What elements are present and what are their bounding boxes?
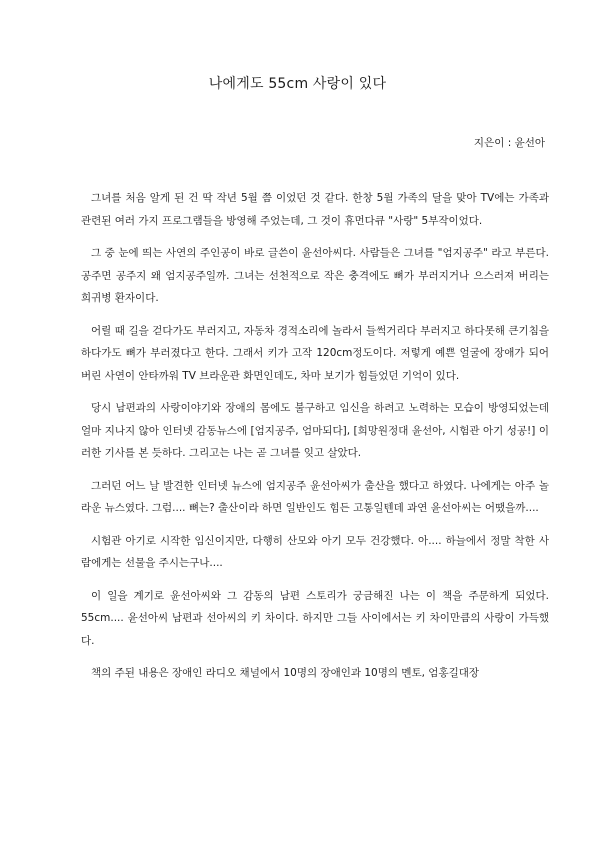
paragraph: 이 일을 계기로 윤선아씨와 그 감동의 남편 스토리가 궁금해진 나는 이 책을 주문하게 되었다. 55cm.... 윤선아씨 남편과 선아씨의 키 차이다. 하지만 그들 사이에서는 키 차이만큼의 사랑이 가득했다. [81, 589, 549, 647]
paragraph: 시험관 아기로 시작한 임신이지만, 다행히 산모와 아기 모두 건강했다. 아.... 하늘에서 정말 착한 사람에게는 선물을 주시는구나.... [81, 534, 549, 569]
paragraph: 그러던 어느 날 발견한 인터넷 뉴스에 엄지공주 윤선아씨가 출산을 했다고 하였다. 나에게는 아주 놀라운 뉴스였다. 그럼.... 뼈는? 출산이라 하면 일반인도 힘든 고통일텐데 과연 윤선아씨는 어땠을까.... [81, 479, 549, 514]
paragraph: 당시 남편과의 사랑이야기와 장애의 몸에도 불구하고 임신을 하려고 노력하는 모습이 방영되었는데 얼마 지나지 않아 인터넷 감동뉴스에 [엄지공주, 엄마되다], [희망원정대 윤선아, 시험관 아기 성공!] 이러한 기사를 본 듯하다. 그리고는 나는 곧 그녀를 잊고 살았다. [81, 402, 549, 459]
paragraph: 그녀를 처음 알게 된 건 딱 작년 5월 쯤 이었던 것 같다. 한창 5월 가족의 달을 맞아 TV에는 가족과 관련된 여러 가지 프로그램들을 방영해 주었는데, 그 것이 휴먼다큐 "사랑" 5부작이었다. [81, 192, 549, 227]
paragraph: 책의 주된 내용은 장애인 라디오 채널에서 10명의 장애인과 10명의 멘토, 엄홍길대장 [91, 667, 480, 679]
document-title: 나에게도 55cm 사랑이 있다 [208, 76, 387, 92]
paragraph: 그 중 눈에 띄는 사연의 주인공이 바로 글쓴이 윤선아씨다. 사람들은 그녀를 "엄지공주" 라고 부른다. 공주면 공주지 왜 엄지공주일까. 그녀는 선천적으로 작은 충격에도 뼈가 부러지거나 으스러져 버리는 희귀병 환자이다. [81, 247, 549, 304]
document-body [81, 187, 549, 695]
author-line: 지은이 : 윤선아 [473, 137, 545, 149]
paragraph: 어릴 때 길을 걷다가도 부러지고, 자동차 경적소리에 놀라서 들썩거리다 부러지고 하다못해 큰기침을 하다가도 뼈가 부러졌다고 한다. 그래서 키가 고작 120cm정도이다. 저렇게 예쁜 얼굴에 장애가 되어버린 사연이 안타까워 TV 브라운관 화면인데도, 차마 보기가 힘들었던 기억이 있다. [81, 324, 549, 382]
